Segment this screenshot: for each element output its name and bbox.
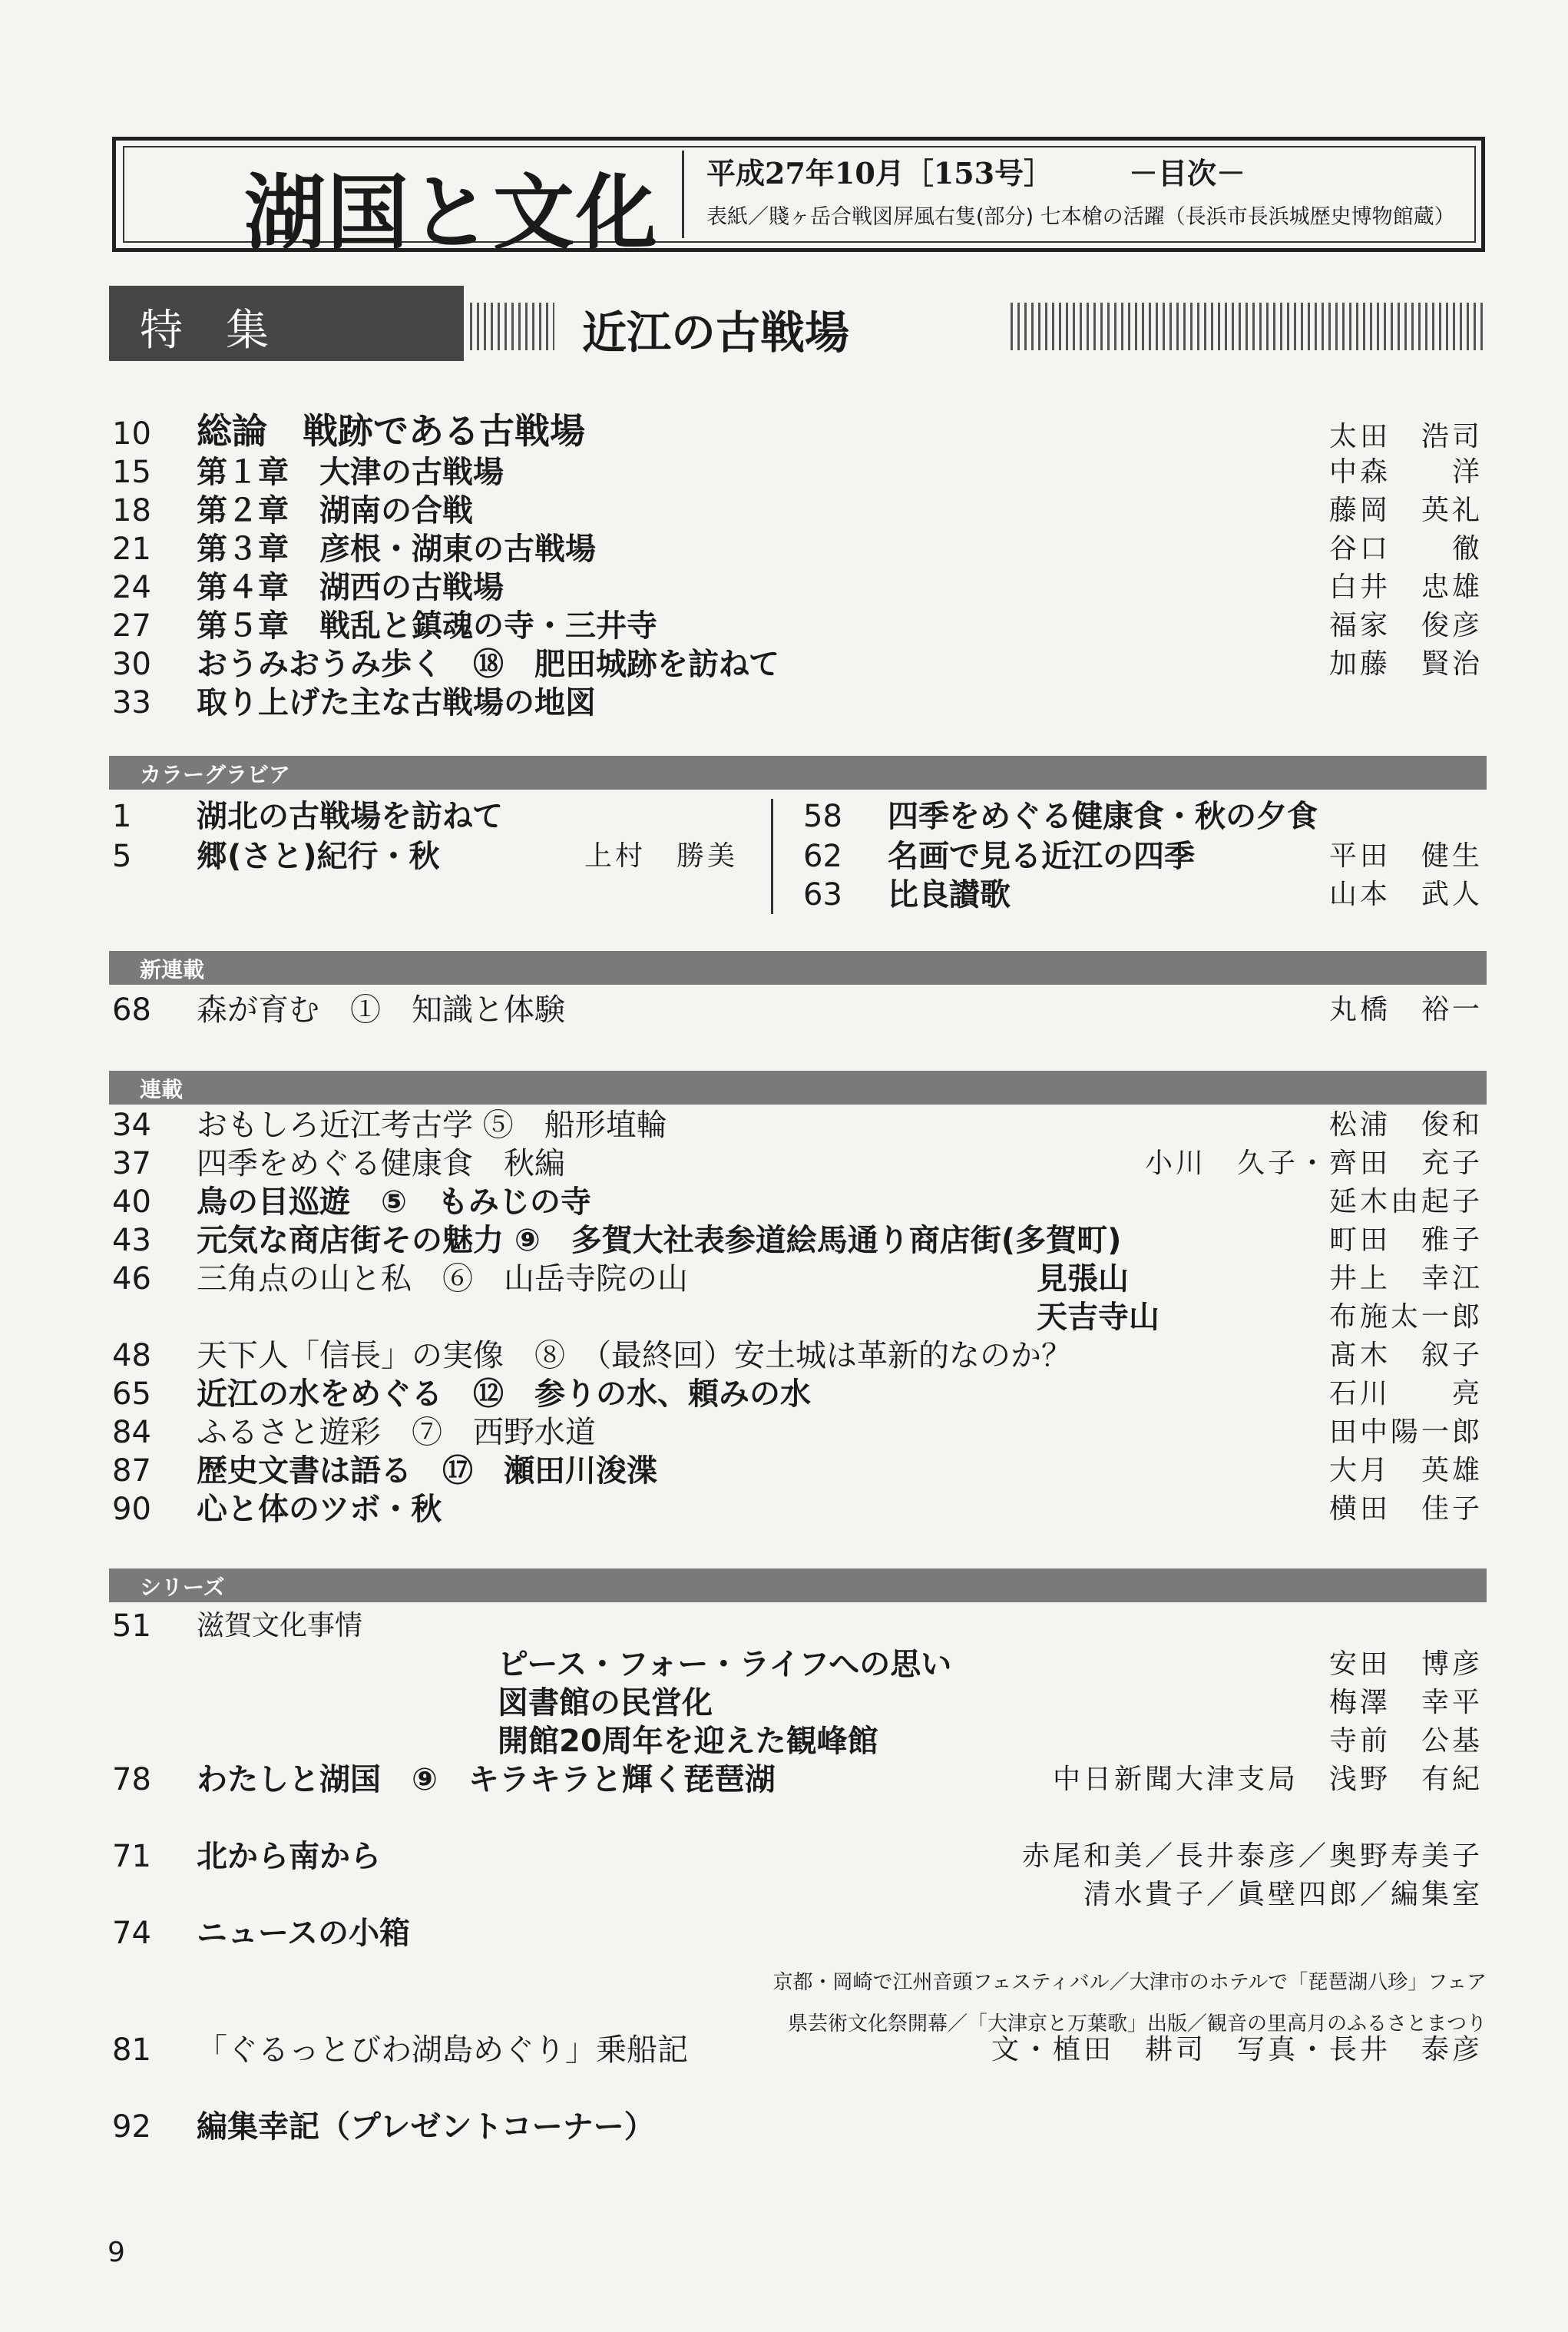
toc-row[interactable] (112, 992, 1487, 1028)
article-title: わたしと湖国 ⑨ キラキラと輝く琵琶湖 (197, 1762, 776, 1797)
article-title: 編集幸記（プレゼントコーナー） (197, 2109, 655, 2145)
page-num: 87 (112, 1453, 151, 1489)
author: 横田 佳子 (1328, 1493, 1483, 1525)
toc-row[interactable] (112, 608, 1487, 644)
author: 中日新聞大津支局 浅野 有紀 (1052, 1764, 1483, 1795)
toc-row[interactable] (112, 1724, 1487, 1759)
article-subtitle: 見張山 (1037, 1261, 1129, 1297)
article-title: 比良讃歌 (888, 877, 1011, 913)
toc-row[interactable] (112, 410, 1487, 452)
toc-row[interactable] (112, 1492, 1487, 1527)
news-note: 県芸術文化祭開幕／「大津京と万葉歌」出版／観音の里高月のふるさとまつり (787, 2012, 1487, 2036)
toc-row[interactable] (803, 799, 1487, 834)
author: 延木由起子 (1328, 1186, 1483, 1217)
article-title: 第３章 彦根・湖東の古戦場 (197, 532, 596, 567)
author: 加藤 賢治 (1328, 648, 1483, 680)
article-title: 第４章 湖西の古戦場 (197, 570, 504, 605)
author: 平田 健生 (1328, 840, 1483, 872)
article-title: 心と体のツボ・秋 (197, 1492, 442, 1527)
page-num: 18 (112, 493, 151, 528)
author: 田中陽一郎 (1328, 1416, 1483, 1448)
article-title: おもしろ近江考古学 ⑤ 船形埴輪 (197, 1108, 667, 1143)
toc-row[interactable] (112, 1415, 1487, 1450)
page-num: 21 (112, 532, 151, 567)
section-label: カラーグラビア (140, 762, 291, 787)
page-num: 68 (112, 992, 151, 1028)
page-number: 9 (108, 2237, 125, 2268)
hatch-decoration (1011, 303, 1484, 350)
author: 白井 忠雄 (1328, 571, 1483, 603)
page-num: 40 (112, 1184, 151, 1220)
toc-row[interactable] (112, 685, 1487, 720)
toc-row[interactable] (112, 1300, 1487, 1335)
article-subtitle: ピース・フォー・ライフへの思い (498, 1647, 952, 1682)
article-title: 鳥の目巡遊 ⑤ もみじの寺 (197, 1184, 591, 1220)
toc-row[interactable] (112, 2032, 1487, 2068)
page-num: 78 (112, 1762, 151, 1797)
article-title: 名画で見る近江の四季 (888, 839, 1195, 874)
article-title: 「ぐるっとびわ湖島めぐり」乗船記 (197, 2032, 688, 2068)
author: 梅澤 幸平 (1328, 1687, 1483, 1718)
author: 町田 雅子 (1328, 1224, 1483, 1256)
section-label: 連載 (140, 1077, 184, 1102)
author: 太田 浩司 (1328, 421, 1483, 452)
column-divider (771, 799, 773, 914)
author: 髙木 叙子 (1328, 1340, 1483, 1371)
toc-row[interactable] (112, 1184, 1487, 1220)
article-title: 元気な商店街その魅力 ⑨ 多賀大社表参道絵馬通り商店街(多賀町) (197, 1223, 1122, 1258)
page-num: 51 (112, 1608, 151, 1644)
cover-caption: 表紙／賤ヶ岳合戦図屏風右隻(部分) 七本槍の活躍（長浜市長浜城歴史博物館蔵） (706, 205, 1455, 229)
toc-row[interactable] (112, 1146, 1487, 1181)
page-num: 90 (112, 1492, 151, 1527)
article-title: 取り上げた主な古戦場の地図 (197, 685, 596, 720)
article-title: 湖北の古戦場を訪ねて (197, 799, 503, 834)
toc-row[interactable] (112, 1376, 1487, 1412)
page-num: 62 (803, 839, 842, 874)
page-num: 27 (112, 608, 151, 644)
page-num: 84 (112, 1415, 151, 1450)
author: 丸橋 裕一 (1328, 994, 1483, 1025)
article-subtitle: 天吉寺山 (1037, 1300, 1159, 1335)
author: 松浦 俊和 (1328, 1109, 1483, 1141)
section-bar-series (109, 1071, 1487, 1105)
page-num: 34 (112, 1108, 151, 1143)
section-bar-shiriizu (109, 1568, 1487, 1602)
feature-tag: 特集 (140, 306, 312, 356)
page-num: 30 (112, 647, 151, 682)
toc-row[interactable] (112, 1608, 1487, 1644)
page-num: 58 (803, 799, 842, 834)
toc-row[interactable] (112, 493, 1487, 528)
issue-date: 平成27年10月［153号］ (706, 156, 1054, 190)
article-title: ニュースの小箱 (197, 1916, 410, 1951)
article-title: 森が育む ① 知識と体験 (197, 992, 565, 1028)
page-num: 46 (112, 1261, 151, 1297)
page-num: 1 (112, 799, 132, 834)
toc-row[interactable] (112, 455, 1487, 490)
section-bar-new-series (109, 951, 1487, 985)
news-note: 京都・岡崎で江州音頭フェスティバル／大津市のホテルで「琵琶湖八珍」フェア (772, 1971, 1487, 1994)
article-title: 近江の水をめぐる ⑫ 参りの水、頼みの水 (197, 1376, 811, 1412)
toc-row[interactable] (112, 1223, 1487, 1258)
author: 山本 武人 (1328, 879, 1483, 910)
article-title: ふるさと遊彩 ⑦ 西野水道 (197, 1415, 596, 1450)
header-divider (682, 151, 684, 238)
toc-row[interactable] (112, 647, 1487, 682)
page-num: 63 (803, 877, 842, 913)
author: 福家 俊彦 (1328, 610, 1483, 641)
article-subtitle: 開館20周年を迎えた観峰館 (498, 1724, 878, 1759)
toc-row[interactable] (112, 799, 742, 834)
toc-row[interactable] (803, 839, 1487, 874)
toc-row[interactable] (112, 1647, 1487, 1682)
page-num: 5 (112, 839, 132, 874)
toc-row[interactable] (112, 1916, 1487, 1951)
toc-row (112, 1877, 1487, 1913)
toc-row[interactable] (112, 1685, 1487, 1721)
author: 中森 洋 (1328, 456, 1483, 488)
section-label: 新連載 (140, 957, 205, 982)
toc-label: －目次－ (1129, 156, 1246, 190)
magazine-title: 湖国と文化 (244, 164, 659, 260)
article-title: 第１章 大津の古戦場 (197, 455, 504, 490)
article-title: 郷(さと)紀行・秋 (197, 839, 440, 874)
toc-row[interactable] (112, 1108, 1487, 1143)
hatch-decoration (470, 303, 554, 350)
author: 文・植田 耕司 写真・長井 泰彦 (991, 2034, 1483, 2065)
author: 安田 博彦 (1328, 1648, 1483, 1680)
article-title: 四季をめぐる健康食 秋編 (197, 1146, 565, 1181)
page-num: 48 (112, 1338, 151, 1373)
author: 小川 久子・齊田 充子 (1144, 1148, 1483, 1179)
toc-row[interactable] (112, 2109, 1487, 2145)
article-title: 第５章 戦乱と鎮魂の寺・三井寺 (197, 608, 657, 644)
toc-row[interactable] (112, 570, 1487, 605)
author: 谷口 徹 (1328, 533, 1483, 565)
article-title: 歴史文書は語る ⑰ 瀬田川浚渫 (197, 1453, 657, 1489)
author: 清水貴子／眞壁四郎／編集室 (1083, 1879, 1483, 1910)
author: 布施太一郎 (1328, 1301, 1483, 1333)
section-bar-gravure (109, 756, 1487, 790)
page-num: 37 (112, 1146, 151, 1181)
article-subtitle: 図書館の民営化 (498, 1685, 713, 1721)
article-title: 第２章 湖南の合戦 (197, 493, 473, 528)
toc-row[interactable] (112, 1762, 1487, 1797)
page-num: 74 (112, 1916, 151, 1951)
toc-row[interactable] (112, 1261, 1487, 1297)
page-num: 92 (112, 2109, 151, 2145)
toc-row[interactable] (803, 877, 1487, 913)
author: 大月 英雄 (1328, 1455, 1483, 1486)
article-title: 四季をめぐる健康食・秋の夕食 (888, 799, 1318, 834)
page-num: 15 (112, 455, 151, 490)
article-title: 滋賀文化事情 (197, 1610, 363, 1641)
toc-row[interactable] (112, 532, 1487, 567)
article-title: 三角点の山と私 ⑥ 山岳寺院の山 (197, 1261, 688, 1297)
author: 石川 亮 (1328, 1378, 1483, 1409)
page-num: 33 (112, 685, 151, 720)
feature-title: 近江の古戦場 (582, 306, 850, 359)
toc-row[interactable] (112, 1839, 1487, 1874)
page-num: 24 (112, 570, 151, 605)
author: 藤岡 英礼 (1328, 495, 1483, 526)
toc-row[interactable] (112, 839, 742, 874)
article-title: 総論 戦跡である古戦場 (197, 410, 585, 452)
author: 寺前 公基 (1328, 1725, 1483, 1757)
page-num: 10 (112, 416, 151, 452)
article-title: おうみおうみ歩く ⑱ 肥田城跡を訪ねて (197, 647, 779, 682)
toc-row[interactable] (112, 1453, 1487, 1489)
author: 赤尾和美／長井泰彦／奥野寿美子 (1021, 1840, 1483, 1872)
page-num: 43 (112, 1223, 151, 1258)
page-num: 65 (112, 1376, 151, 1412)
author: 上村 勝美 (584, 840, 738, 872)
page-num: 81 (112, 2032, 151, 2068)
author: 井上 幸江 (1328, 1263, 1483, 1294)
section-label: シリーズ (140, 1575, 225, 1600)
article-title: 天下人「信長」の実像 ⑧ （最終回）安土城は革新的なのか？ (197, 1338, 1072, 1373)
page-num: 71 (112, 1839, 151, 1874)
article-title: 北から南から (197, 1839, 381, 1874)
toc-row[interactable] (112, 1338, 1487, 1373)
